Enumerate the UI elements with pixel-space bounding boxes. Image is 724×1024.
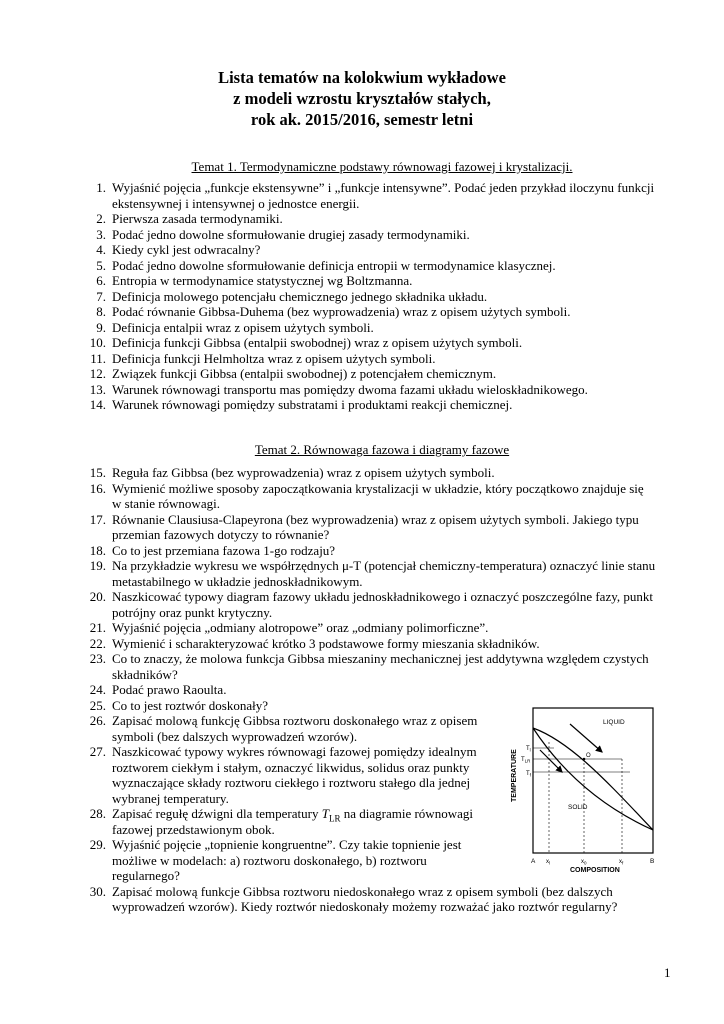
list-item-text-continued: przemian fazowych dotyczy to równanie? bbox=[112, 527, 330, 542]
list-item-text-continued: symboli (bez dalszych wyprowadzeń wzorów). bbox=[112, 728, 358, 744]
list-item-number: 18. bbox=[89, 542, 106, 558]
list-item-text: Kiedy cykl jest odwracalny? bbox=[112, 242, 261, 257]
list-item-text: Entropia w termodynamice statystycznej wg Boltzmanna. bbox=[112, 273, 413, 288]
list-item-text: Podać jedno dowolne sformułowanie definicja entropii w termodynamice klasycznej. bbox=[112, 257, 556, 273]
list-item-text: Na przykładzie wykresu we współrzędnych μ-T (potencjał chemiczny-temperatura) oznaczyć linie stanu bbox=[112, 558, 656, 573]
list-item-text: Warunek równowagi transportu mas pomiędzy dwoma fazami układu wieloskładnikowego. bbox=[112, 381, 588, 397]
list-item-text-continued: w stanie równowagi. bbox=[112, 496, 220, 511]
list-item-text: Wymienić i scharakteryzować krótko 3 podstawowe formy mieszania składników. bbox=[112, 635, 540, 651]
list-item-text: Co to jest przemiana fazowa 1-go rodzaju? bbox=[112, 542, 336, 558]
list-item-number: 1. bbox=[96, 180, 106, 195]
list-item-text-continued: wybranej temperatury. bbox=[112, 790, 229, 806]
list-item-text: Wymienić możliwe sposoby zapoczątkowania krystalizacji w układzie, który początkowo znajduje się bbox=[112, 480, 644, 496]
tick-b: B bbox=[650, 858, 655, 865]
list-item-text: Co to jest roztwór doskonały? bbox=[112, 697, 268, 713]
list-item-number: 15. bbox=[89, 465, 106, 480]
list-item-number: 11. bbox=[90, 350, 106, 366]
list-item-text: Wyjaśnić pojęcia „funkcje ekstensywne” i „funkcje intensywne”. Podać jeden przykład iloczynu funkcji bbox=[112, 180, 655, 195]
list-item-number: 23. bbox=[89, 651, 106, 666]
list-item-text-continued: ekstensywnej i intensywnej o jednostce energii. bbox=[112, 195, 360, 211]
list-item-number: 8. bbox=[96, 304, 106, 319]
list-item-text: Warunek równowagi pomiędzy substratami i produktami reakcji chemicznej. bbox=[112, 397, 513, 412]
list-item-text: Podać prawo Raoulta. bbox=[112, 682, 227, 697]
page-number: 1 bbox=[664, 965, 671, 980]
list-item-text: Definicja entalpii wraz z opisem użytych symboli. bbox=[112, 319, 374, 335]
list-item-number: 24. bbox=[89, 682, 106, 697]
list-item-text-continued: roztworem ciekłym i stałym, oznaczyć likwidus, solidus oraz punkty bbox=[112, 759, 470, 775]
list-item-text: Reguła faz Gibbsa (bez wyprowadzenia) wraz z opisem użytych symboli. bbox=[112, 465, 495, 480]
list-item-number: 20. bbox=[89, 589, 106, 604]
list-item-number: 25. bbox=[89, 697, 106, 713]
solidus-curve bbox=[533, 728, 653, 830]
tick-xf: $x_f$ bbox=[619, 859, 624, 866]
list-item-number: 7. bbox=[96, 288, 106, 304]
list-item-text: Zapisać molową funkcję Gibbsa roztworu doskonałego wraz z opisem bbox=[112, 713, 478, 728]
list-item-number: 21. bbox=[89, 620, 106, 635]
list-item-number: 10. bbox=[89, 335, 106, 350]
list-item-number: 12. bbox=[89, 366, 106, 381]
list-item-text: Związek funkcji Gibbsa (entalpii swobodnej) z potencjałem chemicznym. bbox=[112, 366, 497, 381]
list-item-text: Naszkicować typowy wykres równowagi fazowej pomiędzy idealnym bbox=[112, 744, 477, 759]
title-line-3: rok ak. 2015/2016, semestr letni bbox=[250, 110, 474, 129]
list-item-number: 22. bbox=[89, 635, 106, 651]
list-item-text: Podać jedno dowolne sformułowanie drugiej zasady termodynamiki. bbox=[112, 226, 470, 242]
list-item-text-continued: fazowej przedstawionym obok. bbox=[112, 821, 275, 837]
axis-x-label: COMPOSITION bbox=[570, 867, 620, 872]
list-item-text: Zapisać regułę dźwigni dla temperatury $T_{LR}$ na diagramie równowagi bbox=[112, 806, 473, 824]
diagram-frame bbox=[533, 708, 653, 853]
tick-x1: $x_l$ bbox=[546, 859, 550, 866]
solid-label: SOLID bbox=[568, 804, 588, 811]
list-item-text: Wyjaśnić pojęcia „odmiany alotropowe” oraz „odmiany polimorficzne”. bbox=[112, 620, 489, 635]
list-item-text-continued: wyznaczające składy roztworu ciekłego i roztworu stałego dla jednej bbox=[112, 775, 471, 790]
point-o-label: O bbox=[586, 753, 591, 759]
list-item-number: 14. bbox=[89, 397, 106, 412]
label-tlr: $T_{LR}$ bbox=[521, 757, 531, 764]
section-2-heading: Temat 2. Równowaga fazowa i diagramy fazowe bbox=[254, 442, 510, 457]
title-line-2: z modeli wzrostu kryształów stałych, bbox=[233, 89, 491, 108]
list-item-text: Co to znaczy, że molowa funkcja Gibbsa mieszaniny mechanicznej jest addytywna względem czystych bbox=[112, 651, 649, 666]
list-item-number: 29. bbox=[89, 837, 106, 852]
label-tf: $T_f$ bbox=[526, 771, 531, 778]
list-item-text-continued: metastabilnego w układzie jednoskładnikowym. bbox=[112, 573, 363, 589]
list-item-text-continued: składników? bbox=[112, 666, 178, 682]
axis-y-label: TEMPERATURE bbox=[511, 749, 518, 802]
list-item-number: 6. bbox=[96, 273, 106, 288]
list-item-number: 19. bbox=[89, 558, 106, 573]
list-item-text-continued: wyprowadzeń wzorów). Kiedy roztwór niedoskonały możemy rozważać jako roztwór regularny? bbox=[112, 899, 618, 914]
list-item-number: 28. bbox=[89, 806, 106, 821]
tick-a: A bbox=[531, 858, 536, 865]
list-item-number: 4. bbox=[96, 242, 106, 257]
list-item-number: 27. bbox=[89, 744, 106, 759]
list-item-text: Definicja funkcji Helmholtza wraz z opisem użytych symboli. bbox=[112, 350, 436, 366]
list-item-text: Definicja molowego potencjału chemicznego jednego składnika układu. bbox=[112, 288, 488, 304]
list-item-text: Równanie Clausiusa-Clapeyrona (bez wyprowadzenia) wraz z opisem użytych symboli. Jakiego typu bbox=[112, 511, 639, 527]
list-item-text: Zapisać molową funkcje Gibbsa roztworu niedoskonałego wraz z opisem symboli (bez dalszych bbox=[112, 883, 613, 899]
list-item-number: 30. bbox=[89, 883, 106, 899]
title-line-1: Lista tematów na kolokwium wykładowe bbox=[218, 68, 506, 87]
list-item-text: Naszkicować typowy diagram fazowy układu jednoskładnikowego i oznaczyć poszczególne fazy, punkt bbox=[112, 589, 653, 604]
list-item-number: 13. bbox=[89, 381, 106, 397]
list-item-text: Definicja funkcji Gibbsa (entalpii swobodnej) wraz z opisem użytych symboli. bbox=[112, 335, 523, 350]
list-item-text-continued: regularnego? bbox=[112, 868, 180, 883]
list-item-number: 17. bbox=[89, 511, 106, 527]
list-item-text: Pierwsza zasada termodynamiki. bbox=[112, 211, 283, 226]
label-t1: $T_l$ bbox=[526, 746, 531, 753]
liquidus-curve bbox=[533, 728, 653, 830]
list-item-number: 9. bbox=[96, 319, 106, 335]
phase-diagram bbox=[502, 702, 662, 872]
list-item-text: Wyjaśnić pojęcie „topnienie kongruentne”. Czy takie topnienie jest bbox=[112, 837, 462, 852]
list-item-number: 3. bbox=[96, 226, 106, 242]
list-item-text: Podać równanie Gibbsa-Duhema (bez wyprowadzenia) wraz z opisem użytych symboli. bbox=[112, 304, 571, 319]
list-item-number: 2. bbox=[96, 211, 106, 226]
liquid-label: LIQUID bbox=[603, 719, 625, 726]
list-item-number: 26. bbox=[89, 713, 106, 728]
list-item-number: 5. bbox=[96, 257, 106, 273]
list-item-text-continued: możliwe w modelach: a) roztworu doskonałego, b) roztworu bbox=[112, 852, 427, 868]
list-item-text-continued: potrójny oraz punkt krytyczny. bbox=[112, 604, 273, 620]
list-item-number: 16. bbox=[89, 480, 106, 496]
section-1-heading: Temat 1. Termodynamiczne podstawy równowagi fazowej i krystalizacji. bbox=[191, 159, 573, 174]
arrow-liquidus bbox=[570, 724, 602, 752]
point-o-marker bbox=[583, 758, 586, 761]
tick-x0: $x_0$ bbox=[581, 859, 587, 866]
